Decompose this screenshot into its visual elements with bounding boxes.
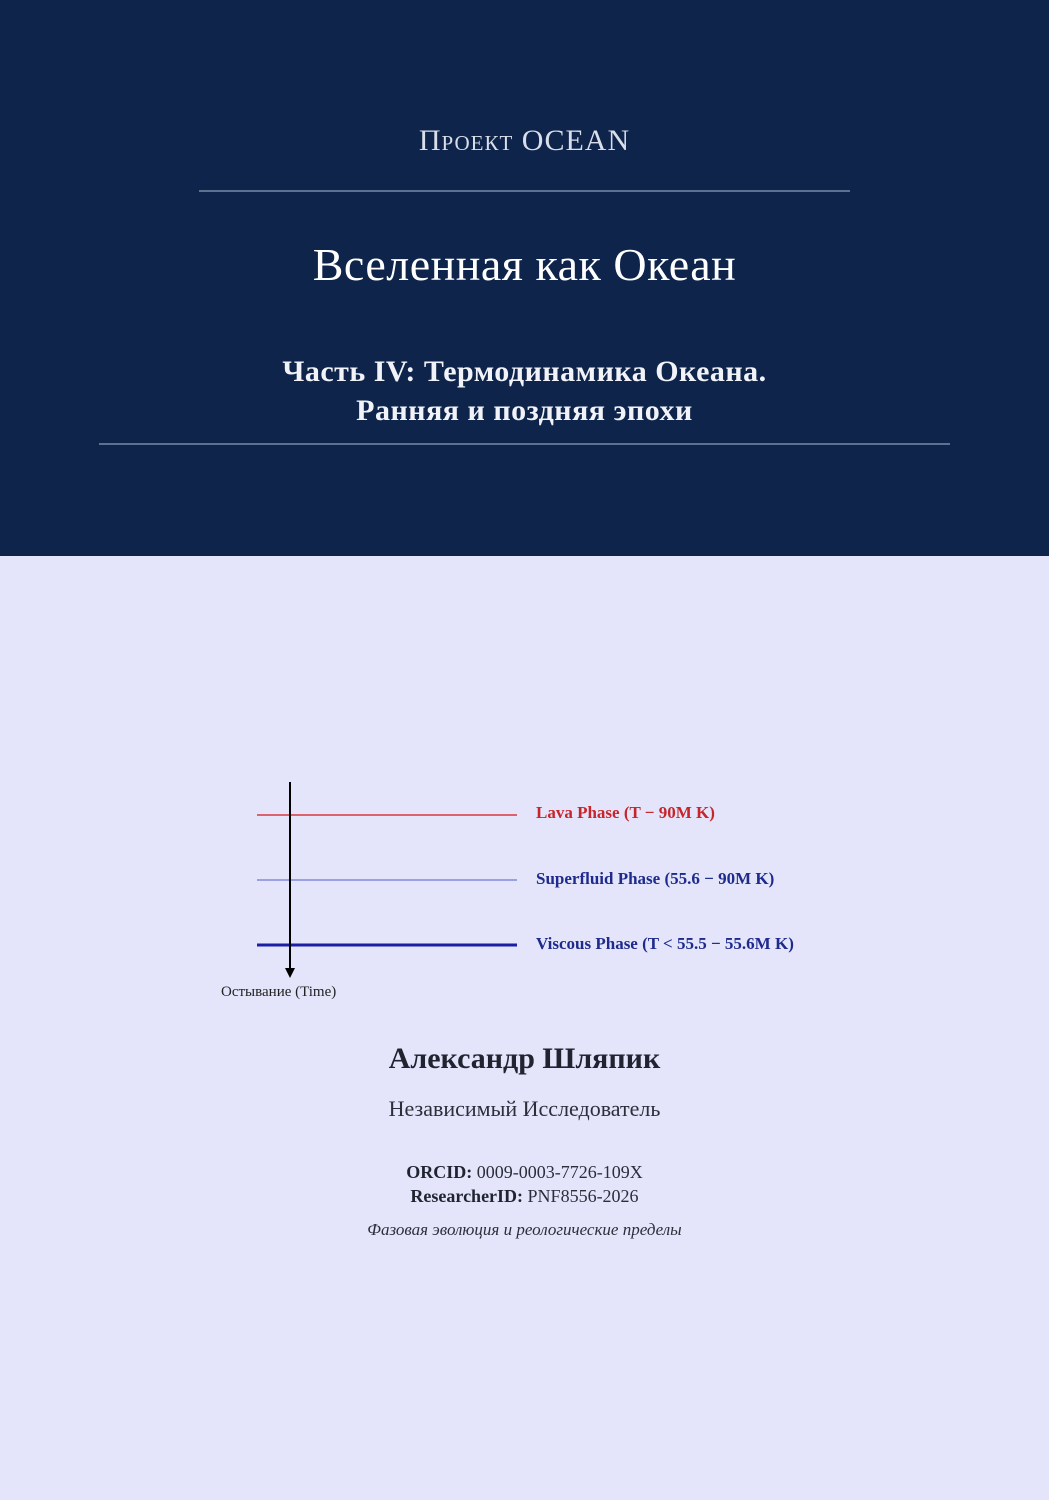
subtitle-line-1: Часть IV: Термодинамика Океана. bbox=[282, 355, 767, 388]
lava-phase-detail: (T − 90M K) bbox=[623, 803, 715, 822]
lava-phase-name: Lava Phase bbox=[536, 803, 620, 822]
book-tagline: Фазовая эволюция и реологические пределы bbox=[367, 1220, 682, 1239]
orcid-label: ORCID: bbox=[406, 1162, 473, 1182]
author-role: Независимый Исследователь bbox=[388, 1096, 661, 1121]
viscous-phase-detail: (T < 55.5 − 55.6M K) bbox=[642, 934, 794, 953]
superfluid-phase-name: Superfluid Phase bbox=[536, 869, 661, 888]
arrow-head-icon bbox=[285, 968, 295, 978]
researcherid-value: PNF8556-2026 bbox=[527, 1186, 639, 1206]
viscous-phase-name: Viscous Phase bbox=[536, 934, 638, 953]
project-name: Проект OCEAN bbox=[418, 124, 631, 157]
viscous-phase-label bbox=[536, 934, 794, 954]
researcherid-label: ResearcherID: bbox=[410, 1186, 524, 1206]
author-identifiers bbox=[0, 1160, 1049, 1208]
lava-phase-label bbox=[536, 803, 715, 823]
book-title: Вселенная как Океан bbox=[312, 239, 737, 290]
time-axis-label: Остывание (Time) bbox=[221, 984, 337, 1000]
author-name: Александр Шляпик bbox=[388, 1042, 661, 1075]
subtitle-line-2: Ранняя и поздняя эпохи bbox=[356, 394, 693, 427]
orcid-value: 0009-0003-7726-109X bbox=[476, 1162, 643, 1182]
researcherid-line bbox=[0, 1184, 1049, 1208]
superfluid-phase-detail: (55.6 − 90M K) bbox=[664, 869, 775, 888]
orcid-line bbox=[0, 1160, 1049, 1184]
superfluid-phase-label bbox=[536, 869, 774, 889]
